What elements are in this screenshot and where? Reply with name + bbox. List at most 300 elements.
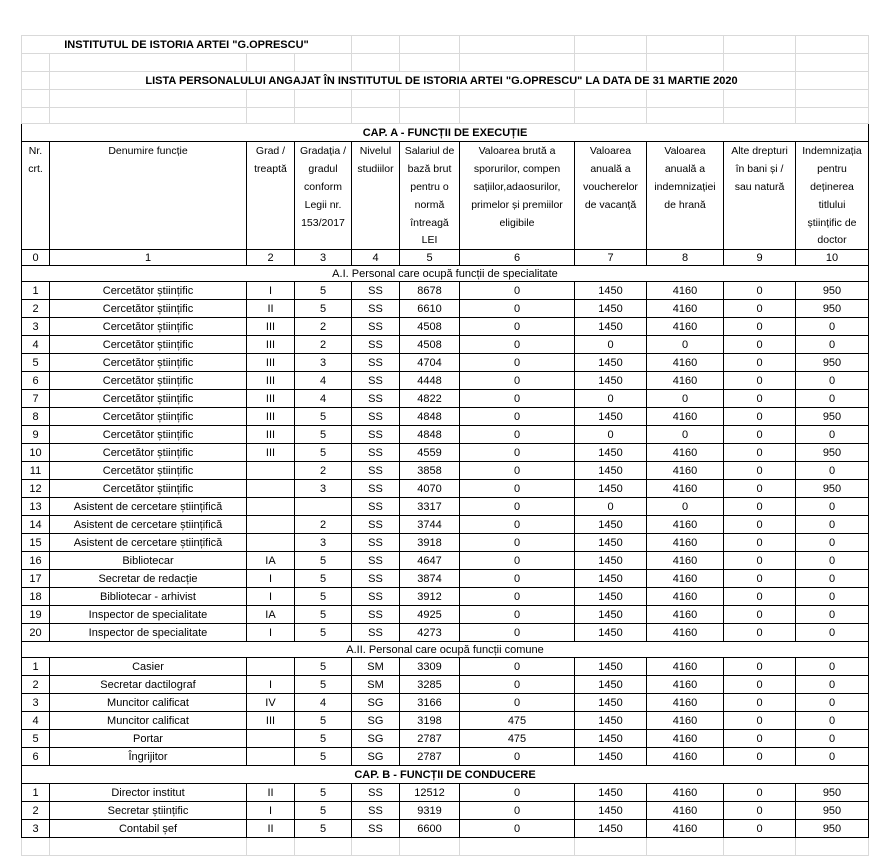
salary-cell: 3317 (400, 498, 460, 516)
function-cell: Asistent de cercetare științifică (50, 498, 247, 516)
bonus-cell: 0 (460, 354, 575, 372)
function-cell: Asistent de cercetare științifică (50, 516, 247, 534)
function-cell: Contabil șef (50, 820, 247, 838)
other-rights-cell: 0 (724, 480, 796, 498)
gradation-cell: 5 (295, 712, 352, 730)
studies-cell: SM (352, 658, 400, 676)
table-row (22, 606, 869, 624)
column-number: 10 (796, 250, 869, 266)
table-row (22, 426, 869, 444)
meal-allowance-cell: 4160 (647, 318, 724, 336)
studies-cell: SS (352, 426, 400, 444)
vacation-voucher-cell: 1450 (575, 606, 647, 624)
vacation-voucher-cell: 1450 (575, 658, 647, 676)
other-rights-cell: 0 (724, 802, 796, 820)
doctor-allowance-cell: 950 (796, 444, 869, 462)
meal-allowance-cell: 4160 (647, 300, 724, 318)
function-cell: Muncitor calificat (50, 694, 247, 712)
column-header: de hrană (647, 196, 724, 214)
grade-cell: III (247, 336, 295, 354)
doctor-allowance-cell: 0 (796, 570, 869, 588)
column-header: în bani și / (724, 160, 796, 178)
gradation-cell: 5 (295, 444, 352, 462)
meal-allowance-cell: 4160 (647, 676, 724, 694)
column-header (352, 196, 400, 214)
meal-allowance-cell: 4160 (647, 784, 724, 802)
table-row (22, 570, 869, 588)
doctor-allowance-cell: 950 (796, 282, 869, 300)
vacation-voucher-cell: 1450 (575, 408, 647, 426)
gradation-cell: 2 (295, 516, 352, 534)
salary-cell: 2787 (400, 748, 460, 766)
doctor-allowance-cell: 0 (796, 534, 869, 552)
column-header: pentru (796, 160, 869, 178)
studies-cell: SS (352, 480, 400, 498)
studies-cell: SG (352, 712, 400, 730)
meal-allowance-cell: 4160 (647, 462, 724, 480)
other-rights-cell: 0 (724, 570, 796, 588)
salary-cell: 3198 (400, 712, 460, 730)
grade-cell: III (247, 372, 295, 390)
grade-cell: III (247, 354, 295, 372)
bonus-cell: 0 (460, 372, 575, 390)
studies-cell: SG (352, 730, 400, 748)
column-header (50, 160, 247, 178)
column-header: voucherelor (575, 178, 647, 196)
doctor-allowance-cell: 0 (796, 694, 869, 712)
meal-allowance-cell: 4160 (647, 552, 724, 570)
header-line (22, 214, 869, 232)
doctor-allowance-cell: 0 (796, 606, 869, 624)
studies-cell: SS (352, 534, 400, 552)
bonus-cell: 0 (460, 498, 575, 516)
column-header: doctor (796, 232, 869, 250)
doctor-allowance-cell: 0 (796, 336, 869, 354)
meal-allowance-cell: 4160 (647, 730, 724, 748)
studies-cell: SS (352, 462, 400, 480)
nr-cell: 10 (22, 444, 50, 462)
column-header: primelor și premiilor (460, 196, 575, 214)
salary-cell: 2787 (400, 730, 460, 748)
studies-cell: SS (352, 624, 400, 642)
column-header (724, 232, 796, 250)
meal-allowance-cell: 0 (647, 498, 724, 516)
column-header: bază brut (400, 160, 460, 178)
column-header (460, 232, 575, 250)
meal-allowance-cell: 4160 (647, 712, 724, 730)
table-row (22, 516, 869, 534)
function-cell: Cercetător științific (50, 372, 247, 390)
vacation-voucher-cell: 1450 (575, 318, 647, 336)
column-header: pentru o (400, 178, 460, 196)
gradation-cell: 5 (295, 820, 352, 838)
doctor-allowance-cell: 0 (796, 712, 869, 730)
other-rights-cell: 0 (724, 300, 796, 318)
function-cell: Inspector de specialitate (50, 606, 247, 624)
gradation-cell: 5 (295, 606, 352, 624)
column-number: 0 (22, 250, 50, 266)
chapter-a-heading: CAP. A - FUNCȚII DE EXECUȚIE (22, 124, 869, 142)
column-header: Legii nr. (295, 196, 352, 214)
gradation-cell: 5 (295, 730, 352, 748)
column-header: Denumire funcție (50, 142, 247, 160)
column-header (724, 214, 796, 232)
studies-cell: SS (352, 282, 400, 300)
page-title: LISTA PERSONALULUI ANGAJAT ÎN INSTITUTUL DE ISTORIA ARTEI "G.OPRESCU" LA DATA DE 31 MARTIE 2020 (50, 72, 796, 90)
bonus-cell: 0 (460, 552, 575, 570)
function-cell: Inspector de specialitate (50, 624, 247, 642)
column-number: 3 (295, 250, 352, 266)
studies-cell: SG (352, 694, 400, 712)
meal-allowance-cell: 4160 (647, 748, 724, 766)
nr-cell: 4 (22, 712, 50, 730)
salary-cell: 3918 (400, 534, 460, 552)
function-cell: Cercetător științific (50, 480, 247, 498)
grade-cell: III (247, 408, 295, 426)
column-number: 5 (400, 250, 460, 266)
meal-allowance-cell: 4160 (647, 534, 724, 552)
table-row (22, 588, 869, 606)
studies-cell: SS (352, 820, 400, 838)
gradation-cell: 5 (295, 282, 352, 300)
column-header: Salariul de (400, 142, 460, 160)
nr-cell: 3 (22, 318, 50, 336)
salary-cell: 6610 (400, 300, 460, 318)
vacation-voucher-cell: 1450 (575, 444, 647, 462)
doctor-allowance-cell: 0 (796, 588, 869, 606)
gradation-cell: 2 (295, 336, 352, 354)
other-rights-cell: 0 (724, 784, 796, 802)
header-line (22, 142, 869, 160)
other-rights-cell: 0 (724, 730, 796, 748)
header-line (22, 178, 869, 196)
salary-cell: 4559 (400, 444, 460, 462)
function-cell: Asistent de cercetare științifică (50, 534, 247, 552)
meal-allowance-cell: 4160 (647, 372, 724, 390)
studies-cell: SS (352, 336, 400, 354)
staff-table (21, 35, 869, 856)
other-rights-cell: 0 (724, 658, 796, 676)
table-row (22, 534, 869, 552)
meal-allowance-cell: 4160 (647, 802, 724, 820)
column-header: treaptă (247, 160, 295, 178)
salary-cell: 3744 (400, 516, 460, 534)
column-number: 7 (575, 250, 647, 266)
table-row (22, 748, 869, 766)
grade-cell: IA (247, 606, 295, 624)
other-rights-cell: 0 (724, 354, 796, 372)
doctor-allowance-cell: 0 (796, 318, 869, 336)
doctor-allowance-cell: 0 (796, 372, 869, 390)
grade-cell (247, 462, 295, 480)
column-number: 4 (352, 250, 400, 266)
doctor-allowance-cell: 0 (796, 730, 869, 748)
vacation-voucher-cell: 1450 (575, 748, 647, 766)
nr-cell: 4 (22, 336, 50, 354)
nr-cell: 9 (22, 426, 50, 444)
nr-cell: 12 (22, 480, 50, 498)
grade-cell: II (247, 820, 295, 838)
column-header: Valoarea (647, 142, 724, 160)
salary-cell: 4273 (400, 624, 460, 642)
doctor-allowance-cell: 0 (796, 748, 869, 766)
meal-allowance-cell: 4160 (647, 570, 724, 588)
column-header (247, 178, 295, 196)
nr-cell: 5 (22, 354, 50, 372)
gradation-cell: 3 (295, 354, 352, 372)
other-rights-cell: 0 (724, 444, 796, 462)
table-row (22, 694, 869, 712)
vacation-voucher-cell: 1450 (575, 462, 647, 480)
doctor-allowance-cell: 0 (796, 624, 869, 642)
column-header: Indemnizația (796, 142, 869, 160)
other-rights-cell: 0 (724, 676, 796, 694)
bonus-cell: 0 (460, 820, 575, 838)
column-header: indemnizației (647, 178, 724, 196)
column-header: deținerea (796, 178, 869, 196)
doctor-allowance-cell: 0 (796, 462, 869, 480)
function-cell: Secretar de redacție (50, 570, 247, 588)
gradation-cell: 2 (295, 462, 352, 480)
meal-allowance-cell: 4160 (647, 480, 724, 498)
gradation-cell: 5 (295, 802, 352, 820)
grade-cell (247, 480, 295, 498)
table-row (22, 498, 869, 516)
function-cell: Bibliotecar - arhivist (50, 588, 247, 606)
bonus-cell: 0 (460, 282, 575, 300)
other-rights-cell: 0 (724, 318, 796, 336)
column-number: 1 (50, 250, 247, 266)
nr-cell: 1 (22, 784, 50, 802)
vacation-voucher-cell: 1450 (575, 354, 647, 372)
column-number: 8 (647, 250, 724, 266)
header-line (22, 232, 869, 250)
table-row (22, 802, 869, 820)
function-cell: Cercetător științific (50, 462, 247, 480)
section-a2-heading: A.II. Personal care ocupă funcții comune (22, 642, 869, 658)
vacation-voucher-cell: 1450 (575, 624, 647, 642)
bonus-cell: 0 (460, 408, 575, 426)
vacation-voucher-cell: 1450 (575, 676, 647, 694)
gradation-cell: 2 (295, 318, 352, 336)
gradation-cell (295, 498, 352, 516)
studies-cell: SS (352, 408, 400, 426)
column-header: LEI (400, 232, 460, 250)
gradation-cell: 5 (295, 426, 352, 444)
salary-cell: 3309 (400, 658, 460, 676)
salary-cell: 8678 (400, 282, 460, 300)
column-header: Alte drepturi (724, 142, 796, 160)
function-cell: Cercetător științific (50, 408, 247, 426)
doctor-allowance-cell: 950 (796, 820, 869, 838)
nr-cell: 8 (22, 408, 50, 426)
gradation-cell: 5 (295, 748, 352, 766)
nr-cell: 13 (22, 498, 50, 516)
doctor-allowance-cell: 950 (796, 408, 869, 426)
function-cell: Muncitor calificat (50, 712, 247, 730)
gradation-cell: 5 (295, 588, 352, 606)
function-cell: Director institut (50, 784, 247, 802)
doctor-allowance-cell: 950 (796, 354, 869, 372)
gradation-cell: 5 (295, 570, 352, 588)
vacation-voucher-cell: 1450 (575, 372, 647, 390)
other-rights-cell: 0 (724, 588, 796, 606)
bonus-cell: 0 (460, 802, 575, 820)
bonus-cell: 0 (460, 426, 575, 444)
meal-allowance-cell: 4160 (647, 820, 724, 838)
salary-cell: 4508 (400, 336, 460, 354)
function-cell: Secretar dactilograf (50, 676, 247, 694)
nr-cell: 2 (22, 300, 50, 318)
salary-cell: 3912 (400, 588, 460, 606)
column-header (575, 214, 647, 232)
column-header: conform (295, 178, 352, 196)
salary-cell: 3166 (400, 694, 460, 712)
bonus-cell: 475 (460, 712, 575, 730)
header-line (22, 196, 869, 214)
nr-cell: 17 (22, 570, 50, 588)
doctor-allowance-cell: 0 (796, 390, 869, 408)
bonus-cell: 0 (460, 784, 575, 802)
table-row (22, 372, 869, 390)
column-header: sațiilor,adaosurilor, (460, 178, 575, 196)
nr-cell: 6 (22, 748, 50, 766)
table-row (22, 462, 869, 480)
column-header (50, 196, 247, 214)
column-number: 9 (724, 250, 796, 266)
nr-cell: 11 (22, 462, 50, 480)
bonus-cell: 0 (460, 570, 575, 588)
salary-cell: 4448 (400, 372, 460, 390)
vacation-voucher-cell: 0 (575, 390, 647, 408)
column-header (724, 196, 796, 214)
vacation-voucher-cell: 1450 (575, 516, 647, 534)
table-row (22, 784, 869, 802)
bonus-cell: 0 (460, 516, 575, 534)
function-cell: Cercetător științific (50, 426, 247, 444)
grade-cell: III (247, 712, 295, 730)
doctor-allowance-cell: 0 (796, 676, 869, 694)
studies-cell: SS (352, 444, 400, 462)
nr-cell: 15 (22, 534, 50, 552)
column-header (352, 178, 400, 196)
grade-cell (247, 658, 295, 676)
bonus-cell: 0 (460, 480, 575, 498)
column-header (50, 178, 247, 196)
nr-cell: 1 (22, 658, 50, 676)
nr-cell: 2 (22, 802, 50, 820)
meal-allowance-cell: 0 (647, 390, 724, 408)
column-header: întreagă (400, 214, 460, 232)
grade-cell (247, 516, 295, 534)
doctor-allowance-cell: 950 (796, 784, 869, 802)
column-header: anuală a (647, 160, 724, 178)
column-header: eligibile (460, 214, 575, 232)
column-header: de vacanță (575, 196, 647, 214)
column-header: științific de (796, 214, 869, 232)
vacation-voucher-cell: 1450 (575, 570, 647, 588)
bonus-cell: 0 (460, 748, 575, 766)
column-number-row (22, 250, 869, 266)
meal-allowance-cell: 4160 (647, 588, 724, 606)
salary-cell: 6600 (400, 820, 460, 838)
salary-cell: 3285 (400, 676, 460, 694)
column-header: sporurilor, compen (460, 160, 575, 178)
bonus-cell: 0 (460, 336, 575, 354)
grade-cell (247, 748, 295, 766)
other-rights-cell: 0 (724, 820, 796, 838)
column-header: Nr. (22, 142, 50, 160)
vacation-voucher-cell: 1450 (575, 534, 647, 552)
gradation-cell: 5 (295, 658, 352, 676)
other-rights-cell: 0 (724, 390, 796, 408)
salary-cell: 4070 (400, 480, 460, 498)
function-cell: Cercetător științific (50, 390, 247, 408)
nr-cell: 16 (22, 552, 50, 570)
nr-cell: 6 (22, 372, 50, 390)
gradation-cell: 5 (295, 784, 352, 802)
grade-cell: IA (247, 552, 295, 570)
gradation-cell: 4 (295, 372, 352, 390)
grade-cell (247, 534, 295, 552)
function-cell: Bibliotecar (50, 552, 247, 570)
chapter-b-heading: CAP. B - FUNCȚII DE CONDUCERE (22, 766, 869, 784)
studies-cell: SS (352, 300, 400, 318)
doctor-allowance-cell: 950 (796, 480, 869, 498)
column-header: Valoarea (575, 142, 647, 160)
other-rights-cell: 0 (724, 606, 796, 624)
bonus-cell: 0 (460, 606, 575, 624)
salary-cell: 3858 (400, 462, 460, 480)
studies-cell: SM (352, 676, 400, 694)
nr-cell: 18 (22, 588, 50, 606)
grade-cell: IV (247, 694, 295, 712)
bonus-cell: 0 (460, 658, 575, 676)
meal-allowance-cell: 0 (647, 426, 724, 444)
table-row (22, 624, 869, 642)
function-cell: Casier (50, 658, 247, 676)
studies-cell: SG (352, 748, 400, 766)
table-row (22, 820, 869, 838)
studies-cell: SS (352, 606, 400, 624)
other-rights-cell: 0 (724, 694, 796, 712)
grade-cell: I (247, 802, 295, 820)
vacation-voucher-cell: 1450 (575, 552, 647, 570)
function-cell: Cercetător științific (50, 282, 247, 300)
other-rights-cell: 0 (724, 516, 796, 534)
salary-cell: 4822 (400, 390, 460, 408)
column-header (22, 232, 50, 250)
column-header: studiilor (352, 160, 400, 178)
function-cell: Secretar științific (50, 802, 247, 820)
vacation-voucher-cell: 1450 (575, 300, 647, 318)
column-header (647, 214, 724, 232)
salary-cell: 4925 (400, 606, 460, 624)
studies-cell: SS (352, 516, 400, 534)
gradation-cell: 5 (295, 624, 352, 642)
vacation-voucher-cell: 1450 (575, 282, 647, 300)
bonus-cell: 475 (460, 730, 575, 748)
grade-cell: I (247, 624, 295, 642)
other-rights-cell: 0 (724, 282, 796, 300)
function-cell: Cercetător științific (50, 300, 247, 318)
vacation-voucher-cell: 1450 (575, 730, 647, 748)
grade-cell (247, 730, 295, 748)
column-number: 6 (460, 250, 575, 266)
nr-cell: 5 (22, 730, 50, 748)
table-row (22, 300, 869, 318)
vacation-voucher-cell: 1450 (575, 784, 647, 802)
